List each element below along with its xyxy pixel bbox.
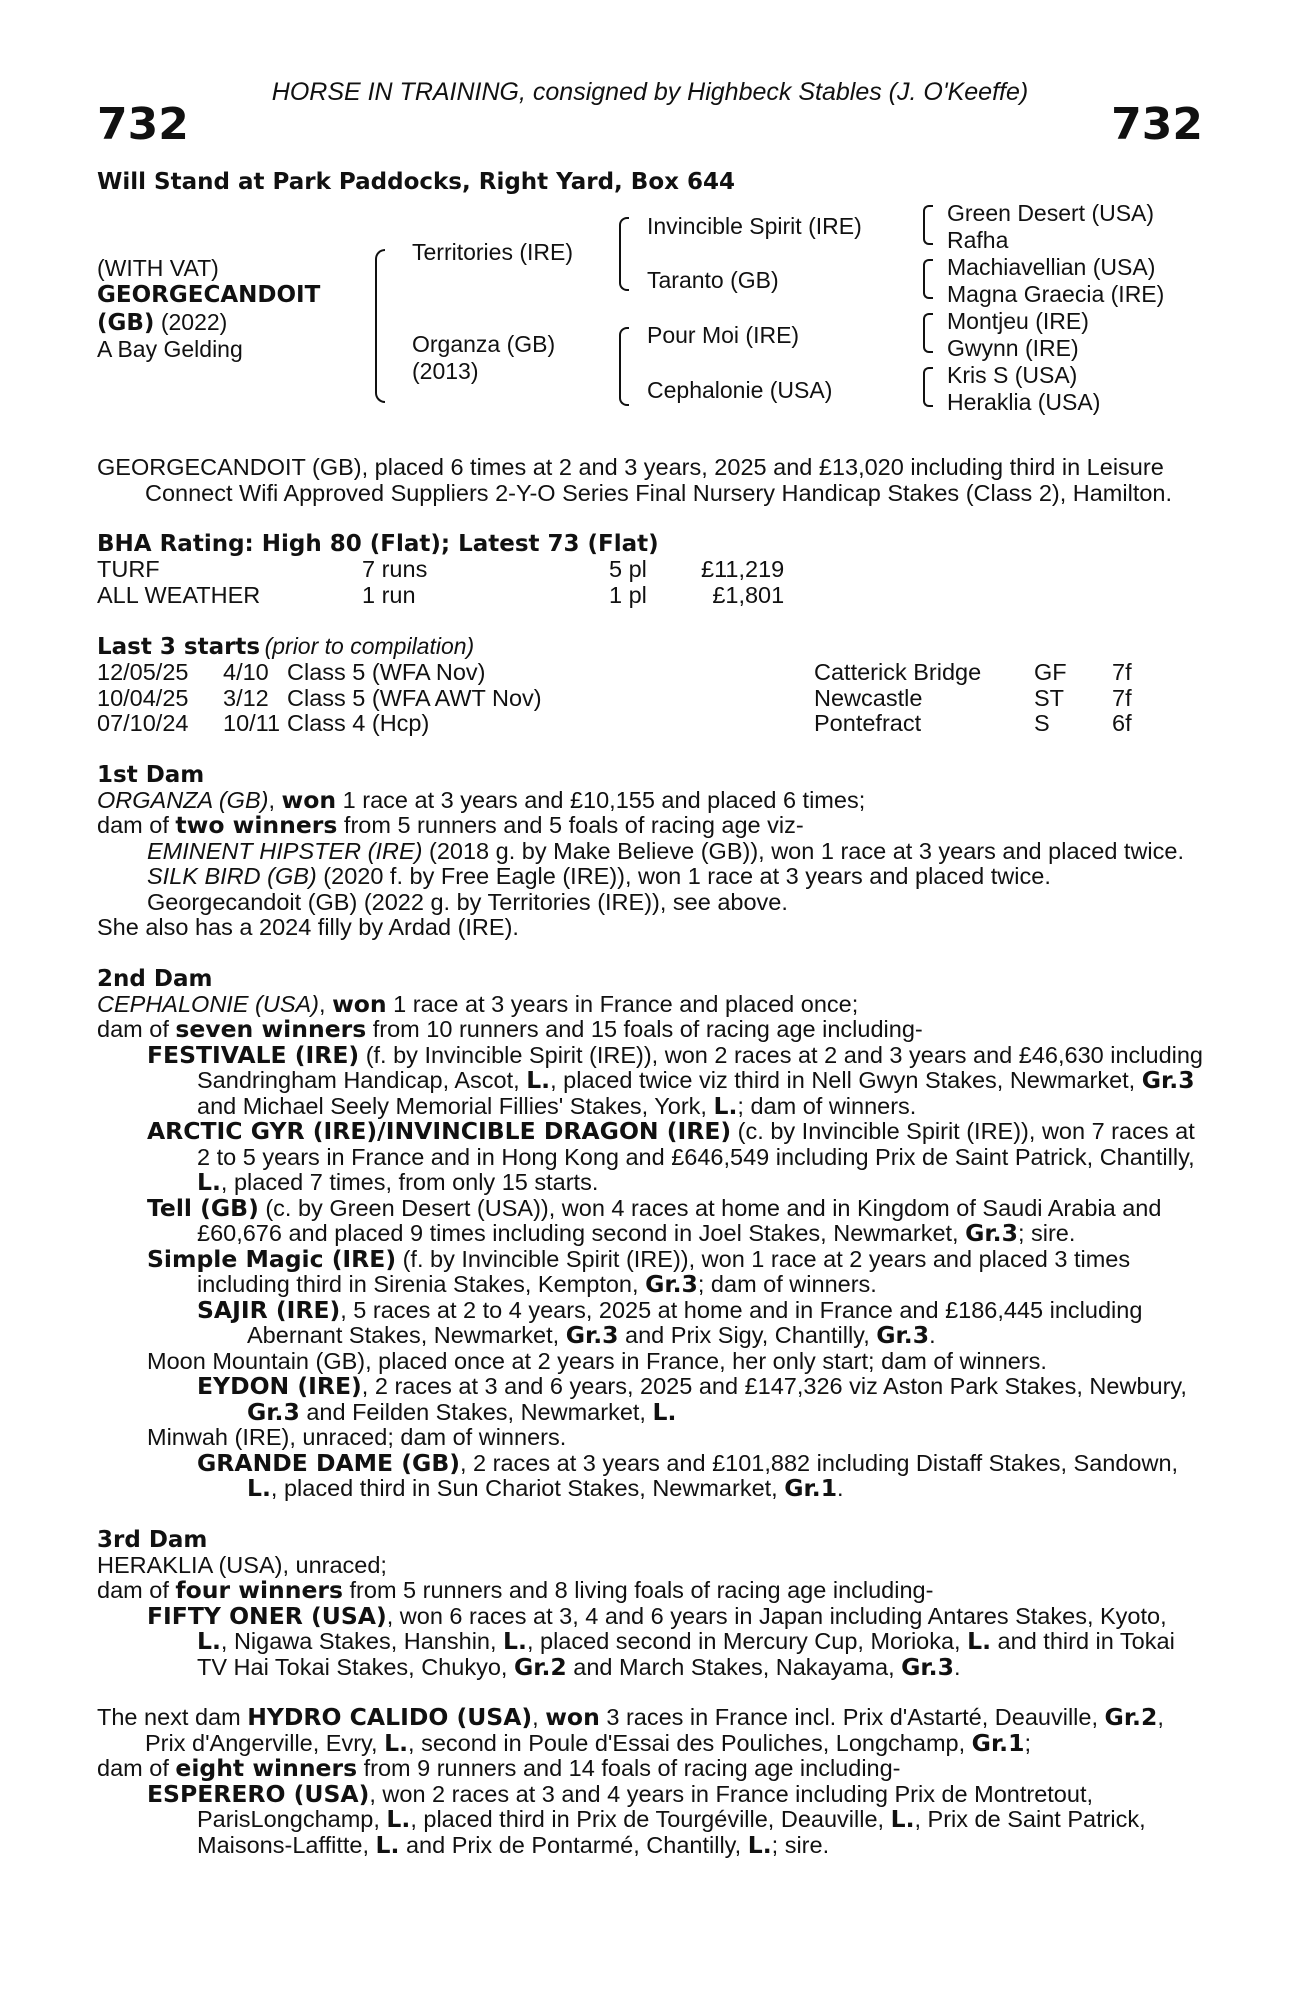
lot-number-row <box>97 99 1203 165</box>
rating-table <box>97 557 784 608</box>
rating-heading: BHA Rating: High 80 (Flat); Latest 73 (Flat) <box>97 531 659 557</box>
first-dam-produce-line: dam of two winners from 5 runners and 5 foals of racing age viz- <box>97 811 804 839</box>
produce-sub-item: EYDON (IRE), 2 races at 3 and 6 years, 2025 and £147,326 viz Aston Park Stakes, Newbury, Gr.3 and Feilden Stakes, Newmarket, L. <box>197 1372 1187 1426</box>
brace-g78 <box>923 367 933 407</box>
produce-item: SILK BIRD (GB) (2020 f. by Free Eagle (IRE)), won 1 race at 3 years and placed twice. <box>147 863 1051 889</box>
produce-item: ARCTIC GYR (IRE)/INVINCIBLE DRAGON (IRE) (c. by Invincible Spirit (IRE)), won 7 races at 2 to 5 years in France and in Hong Kong and £646,549 including Prix de Saint Patrick, Chantilly, L., placed 7 times, from only 15 starts. <box>147 1117 1195 1196</box>
produce-sub-item: GRANDE DAME (GB), 2 races at 3 years and £101,882 including Distaff Stakes, Sandown, L., placed third in Sun Chariot Stakes, Newmarket, Gr.1. <box>197 1448 1179 1502</box>
ancestor-7: Kris S (USA) <box>947 362 1078 388</box>
first-dam-line: ORGANZA (GB), won 1 race at 3 years and £10,155 and placed 6 times; <box>97 785 866 814</box>
produce-item: Tell (GB) (c. by Green Desert (USA)), won 4 races at home and in Kingdom of Saudi Arabia and £60,676 and placed 9 times including second in Joel Stakes, Newmarket, Gr.3; sire. <box>147 1193 1162 1247</box>
produce-item: Georgecandoit (GB) (2022 g. by Territories (IRE)), see above. <box>147 888 788 915</box>
third-dam-heading: 3rd Dam <box>97 1526 208 1553</box>
first-dam-section <box>97 762 1203 941</box>
produce-item: ESPERERO (USA), won 2 races at 3 and 4 years in France including Prix de Montretout, ParisLongchamp, L., placed third in Prix de Tourgéville, Deauville, L., Prix de Saint Patrick, Maisons-Laffitte, L. and Prix de Pontarmé, Chantilly, L.; sire. <box>147 1779 1146 1859</box>
next-dam-produce-line: dam of eight winners from 9 runners and 14 foals of racing age including- <box>97 1754 901 1782</box>
brace-sire <box>619 217 629 291</box>
brace-parents <box>375 249 385 403</box>
second-dam-produce-line: dam of seven winners from 10 runners and 15 foals of racing age including- <box>97 1015 923 1043</box>
next-dam-section <box>97 1705 1203 1858</box>
sire: Territories (IRE) <box>412 239 574 265</box>
produce-item: FESTIVALE (IRE) (f. by Invincible Spirit (IRE)), won 2 races at 2 and 3 years and £46,630 including Sandringham Handicap, Ascot, L., placed twice viz third in Nell Gwyn Stakes, Newmarket, Gr.3 and Michael Seely Memorial Fillies' Stakes, York, L.; dam of winners. <box>147 1040 1204 1120</box>
ancestor-1: Green Desert (USA) <box>947 200 1155 226</box>
table-row: TURF 7 runs 5 pl £11,219 <box>97 556 785 582</box>
lot-number-right: 732 <box>1111 99 1203 150</box>
brace-g12 <box>923 205 933 245</box>
produce-item: Moon Mountain (GB), placed once at 2 years in France, her only start; dam of winners. <box>147 1347 1047 1374</box>
first-dam-closing: She also has a 2024 filly by Ardad (IRE). <box>97 914 519 940</box>
ancestor-2: Rafha <box>947 227 1009 253</box>
race-summary: GEORGECANDOIT (GB), placed 6 times at 2 and 3 years, 2025 and £13,020 including third in Leisure Connect Wifi Approved Suppliers 2-Y-O Series Final Nursery Handicap Stakes (Class 2), Hamilton. <box>97 454 1173 506</box>
produce-item: EMINENT HIPSTER (IRE) (2018 g. by Make Believe (GB)), won 1 race at 3 years and placed twice. <box>147 837 1184 864</box>
horse-name: GEORGECANDOIT <box>97 282 321 308</box>
ancestor-8: Heraklia (USA) <box>947 389 1101 415</box>
second-dam-line: CEPHALONIE (USA), won 1 race at 3 years in France and placed once; <box>97 989 859 1018</box>
next-dam-line: The next dam HYDRO CALIDO (USA), won 3 races in France incl. Prix d'Astarté, Deauville, Gr.2, Prix d'Angerville, Evry, L., second in Poule d'Essai des Pouliches, Longchamp, Gr.1; <box>97 1703 1164 1757</box>
produce-item: Minwah (IRE), unraced; dam of winners. <box>147 1424 567 1450</box>
third-dam-produce-line: dam of four winners from 5 runners and 8 living foals of racing age including- <box>97 1576 934 1604</box>
last-starts-table <box>97 660 1132 737</box>
last-starts-section <box>97 633 1203 737</box>
consignment-line: HORSE IN TRAINING, consigned by Highbeck Stables (J. O'Keeffe) <box>271 78 1029 106</box>
table-row: 07/10/24 10/11 Class 4 (Hcp) Pontefract S 6f <box>97 710 1132 736</box>
table-row: 12/05/25 4/10 Class 5 (WFA Nov) Catterick Bridge GF 7f <box>97 659 1132 685</box>
table-row: 10/04/25 3/12 Class 5 (WFA AWT Nov) Newcastle ST 7f <box>97 684 1132 711</box>
second-dam-heading: 2nd Dam <box>97 965 213 992</box>
brace-dam <box>619 327 629 406</box>
horse-origin-year: (GB) (2022) <box>97 309 228 336</box>
produce-item: FIFTY ONER (USA), won 6 races at 3, 4 and 6 years in Japan including Antares Stakes, Kyoto, L., Nigawa Stakes, Hanshin, L., placed second in Mercury Cup, Morioka, L. and third in Tokai TV Hai Tokai Stakes, Chukyo, Gr.2 and March Stakes, Nakayama, Gr.3. <box>147 1601 1175 1681</box>
ancestor-6: Gwynn (IRE) <box>947 335 1079 361</box>
stand-location: Will Stand at Park Paddocks, Right Yard, Box 644 <box>97 169 735 195</box>
ancestor-3: Machiavellian (USA) <box>947 254 1156 280</box>
brace-g34 <box>923 259 933 299</box>
sire-sire: Invincible Spirit (IRE) <box>647 213 862 239</box>
last-starts-heading: Last 3 starts (prior to compilation) <box>97 633 475 660</box>
table-row: ALL WEATHER 1 run 1 pl £1,801 <box>97 581 785 608</box>
pedigree-chart <box>97 195 1203 425</box>
ancestor-5: Montjeu (IRE) <box>947 308 1089 334</box>
lot-number-left: 732 <box>97 99 189 150</box>
ancestor-4: Magna Graecia (IRE) <box>947 281 1165 307</box>
third-dam-line: HERAKLIA (USA), unraced; <box>97 1551 387 1578</box>
sire-dam: Taranto (GB) <box>647 267 779 293</box>
dam: Organza (GB) <box>412 331 556 357</box>
third-dam-section <box>97 1527 1203 1681</box>
second-dam-section <box>97 966 1203 1502</box>
rating-section <box>97 531 1203 608</box>
produce-sub-item: SAJIR (IRE), 5 races at 2 to 4 years, 2025 at home and in France and £186,445 including Abernant Stakes, Newmarket, Gr.3 and Prix Sigy, Chantilly, Gr.3. <box>197 1295 1143 1349</box>
produce-item: Simple Magic (IRE) (f. by Invincible Spirit (IRE)), won 1 race at 2 years and placed 3 times including third in Sirenia Stakes, Kempton, Gr.3; dam of winners. <box>147 1244 1131 1298</box>
catalogue-page <box>97 78 1203 1858</box>
brace-g56 <box>923 313 933 353</box>
dam-year: (2013) <box>412 358 479 384</box>
horse-description: A Bay Gelding <box>97 336 243 362</box>
first-dam-heading: 1st Dam <box>97 761 205 788</box>
vat-note: (WITH VAT) <box>97 255 219 281</box>
dam-sire: Pour Moi (IRE) <box>647 322 800 348</box>
dam-dam: Cephalonie (USA) <box>647 377 833 403</box>
